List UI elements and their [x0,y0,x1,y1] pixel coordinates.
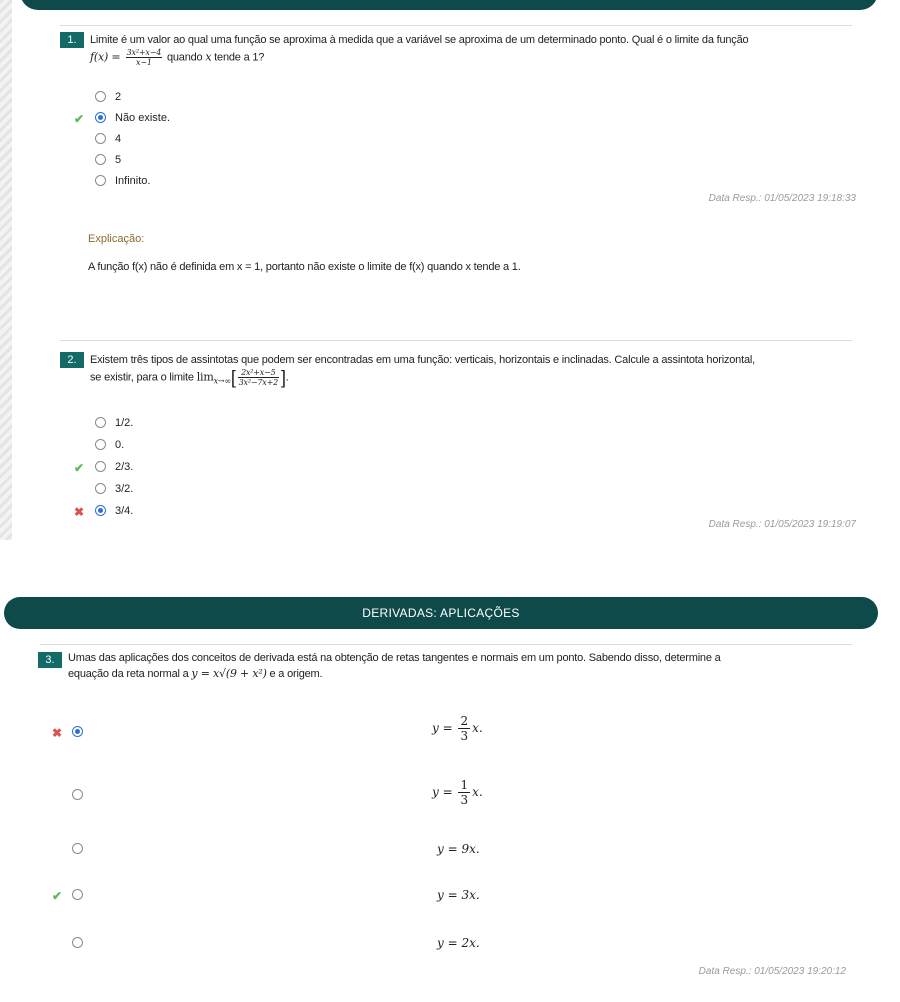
question-text-part: Umas das aplicações dos conceitos de derivada está na obtenção de retas tangentes e normais em um ponto. Sabendo disso, determine a [68,652,721,664]
formula-fraction [458,714,470,743]
answer-option[interactable] [95,130,121,148]
side-strip [0,0,12,540]
formula-lhs: y = [432,721,457,735]
section-header: DERIVADAS: APLICAÇÕES [4,597,878,629]
question-number: 3. [38,652,62,668]
formula-variable: x [205,50,212,64]
formula-lhs: f(x) = [90,50,124,64]
question-number: 2. [60,352,84,368]
question-text-part: quando [164,51,206,64]
option-label: 2/3. [115,461,134,473]
radio-button[interactable] [95,91,106,102]
option-formula[interactable] [432,778,483,807]
answer-option[interactable] [95,172,150,190]
answer-option[interactable] [95,480,133,498]
option-label: 5 [115,154,122,166]
formula-numerator: 2x²+x−5 [238,368,279,378]
option-label: 3/4. [115,505,134,517]
radio-button[interactable] [95,175,106,186]
radio-button-selected[interactable] [95,505,106,516]
response-date: Data Resp.: 01/05/2023 19:20:12 [698,966,846,977]
answer-option[interactable] [95,88,121,106]
option-label: 4 [115,133,122,145]
option-label: 0. [115,439,125,451]
question-text-part: Existem três tipos de assintotas que podem ser encontradas em uma função: verticais, horizontais e inclinadas. Calcule a assintota horizontal, [90,354,755,366]
option-label: Infinito. [115,175,151,187]
formula-denominator: 3 [460,793,469,807]
top-header-bar [20,0,878,10]
radio-button[interactable] [95,133,106,144]
radio-button[interactable] [95,154,106,165]
answer-option[interactable] [95,502,133,520]
answer-option[interactable] [95,458,133,476]
bracket-right: ] [280,367,286,388]
radio-button[interactable] [95,461,106,472]
option-label: Não existe. [115,112,171,124]
question-text-part: Limite é um valor ao qual uma função se aproxima à medida que a variável se aproxima de um determinado ponto. Qual é o limite da função [90,34,749,46]
formula-denominator: 3 [460,729,469,743]
formula-fraction [238,368,279,387]
limit-operator: lim [196,370,214,384]
cross-icon: ✖ [52,726,63,740]
formula-numerator: 1 [460,778,469,792]
question-text [68,650,858,682]
radio-button[interactable] [72,789,83,800]
response-date: Data Resp.: 01/05/2023 19:19:07 [708,519,856,530]
option-formula[interactable]: y = 9x. [437,842,480,856]
radio-button[interactable] [95,439,106,450]
limit-subscript: x→∞ [213,376,231,386]
question-text [90,352,870,390]
radio-button[interactable] [72,889,83,900]
question-divider [60,340,852,341]
radio-button[interactable] [95,417,106,428]
radio-button-selected[interactable] [72,726,83,737]
question-text-part: se existir, para o limite [90,371,197,384]
radio-button-selected[interactable] [95,112,106,123]
bracket-left: [ [230,367,236,388]
formula-numerator: 2 [460,714,469,728]
answer-option[interactable] [95,151,121,169]
option-formula[interactable]: y = 2x. [437,936,480,950]
answer-option[interactable] [95,109,170,127]
formula-denominator: 3x²−7x+2 [238,378,278,387]
question-text-part: e a origem. [266,668,323,680]
question-divider [60,25,852,26]
explanation-title: Explicação: [88,233,145,245]
option-label: 1/2. [115,417,134,429]
formula-fraction [126,48,162,67]
formula: y = x√(9 + x²) [191,667,267,680]
formula-fraction [458,778,470,807]
option-label: 2 [115,91,122,103]
question-text-part: tende a 1? [211,51,265,64]
option-formula[interactable] [432,714,483,743]
radio-button[interactable] [72,937,83,948]
question-divider [40,644,852,645]
radio-button[interactable] [95,483,106,494]
formula-denominator: x−1 [136,58,152,67]
option-formula[interactable]: y = 3x. [437,888,480,902]
response-date: Data Resp.: 01/05/2023 19:18:33 [708,193,856,204]
explanation-text: A função f(x) não é definida em x = 1, portanto não existe o limite de f(x) quando x tende a 1. [88,261,521,273]
question-text-part: . [285,371,289,384]
formula-rhs: x. [472,785,483,799]
check-icon: ✔ [74,461,85,475]
cross-icon: ✖ [74,505,85,519]
radio-button[interactable] [72,843,83,854]
question-number: 1. [60,32,84,48]
question-text [90,32,860,67]
check-icon: ✔ [74,112,85,126]
check-icon: ✔ [52,889,63,903]
question-text-part: equação da reta normal a [68,668,192,680]
formula-lhs: y = [432,785,457,799]
formula-rhs: x. [472,721,483,735]
option-label: 3/2. [115,483,134,495]
formula-numerator: 3x²+x−4 [126,48,162,57]
answer-option[interactable] [95,436,124,454]
answer-option[interactable] [95,414,133,432]
